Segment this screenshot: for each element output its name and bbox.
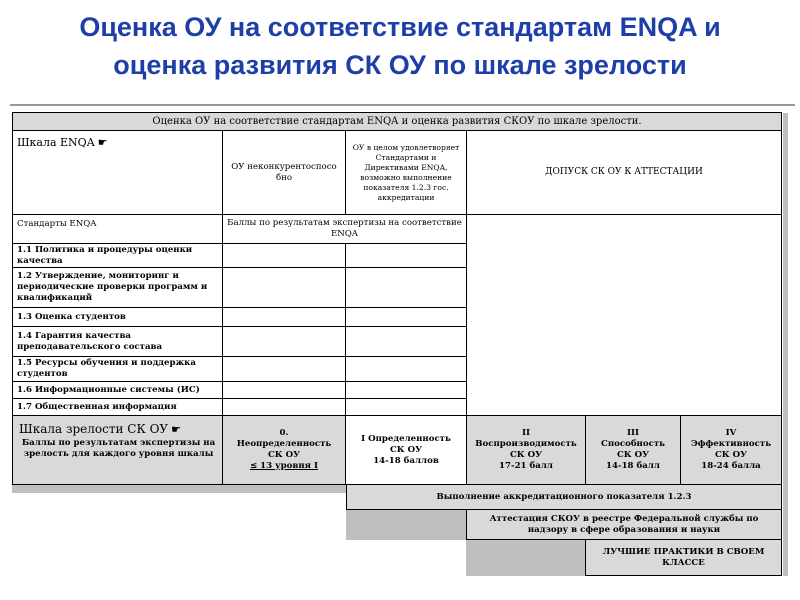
standard-row-1-6: 1.6 Информационные системы (ИС)	[12, 381, 223, 399]
step-shadow	[346, 510, 467, 540]
score-cell	[222, 267, 346, 308]
step-best-practices: ЛУЧШИЕ ПРАКТИКИ В СВОЕМ КЛАССЕ	[585, 539, 782, 576]
maturity-scale-label: Шкала зрелости СК ОУ ☛ Баллы по результатам экспертизы на зрелость для каждого уровня шкалы	[12, 415, 223, 485]
score-cell	[345, 326, 467, 357]
table-header: Оценка ОУ на соответствие стандартам ENQA и оценка развития СКОУ по шкале зрелости.	[12, 112, 782, 131]
admission-area	[466, 214, 782, 416]
standard-row-1-5: 1.5 Ресурсы обучения и поддержка студентов	[12, 356, 223, 382]
score-cell	[222, 243, 346, 268]
page-title-line-2: оценка развития СК ОУ по шкале зрелости	[113, 50, 687, 80]
maturity-level-1: I Определенность СК ОУ 14-18 баллов	[345, 415, 467, 485]
table-shadow-right	[783, 113, 788, 576]
col-ou-noncompetitive: ОУ неконкурентоспособно	[222, 130, 346, 215]
score-cell	[222, 326, 346, 357]
enqa-scale-label: Шкала ENQA ☛	[12, 130, 223, 215]
standard-row-1-3: 1.3 Оценка студентов	[12, 307, 223, 327]
score-cell	[222, 398, 346, 416]
maturity-level-0: 0. Неопределенность СК ОУ ≤ 13 уровня I	[222, 415, 346, 485]
score-cell	[222, 381, 346, 399]
score-cell	[345, 307, 467, 327]
pointing-hand-icon: ☛	[97, 136, 108, 149]
maturity-level-4: IV Эффективность СК ОУ 18-24 балла	[680, 415, 782, 485]
standard-row-1-7: 1.7 Общественная информация	[12, 398, 223, 416]
col-admission: ДОПУСК СК ОУ К АТТЕСТАЦИИ	[466, 130, 782, 215]
score-cell	[222, 307, 346, 327]
score-cell	[345, 398, 467, 416]
score-cell	[345, 243, 467, 268]
score-cell	[345, 356, 467, 382]
score-cell	[222, 356, 346, 382]
score-cell	[345, 267, 467, 308]
col-ou-compliant: ОУ в целом удовлетворяет Стандартами и Директивами ENQA, возможно выполнение показателя 1.2.3 гос. аккредитации	[345, 130, 467, 215]
maturity-level-2: II Воспроизводимость СК ОУ 17-21 балл	[466, 415, 586, 485]
standard-row-1-2: 1.2 Утверждение, мониторинг и периодические проверки программ и квалификаций	[12, 267, 223, 308]
pointing-hand-icon: ☛	[171, 423, 181, 436]
step-accreditation: Выполнение аккредитационного показателя 1.2.3	[346, 484, 782, 510]
maturity-level-3: III Способность СК ОУ 14-18 балл	[585, 415, 681, 485]
step-shadow	[466, 540, 586, 576]
scores-label: Баллы по результатам экспертизы на соответствие ENQA	[222, 214, 467, 244]
score-cell	[345, 381, 467, 399]
standards-label: Стандарты ENQA	[12, 214, 223, 244]
page-title-line-1: Оценка ОУ на соответствие стандартам ENQA и	[79, 12, 721, 42]
standard-row-1-1: 1.1 Политика и процедуры оценки качества	[12, 243, 223, 268]
step-attestation: Аттестация СКОУ в реестре Федеральной службы по надзору в сфере образования и науки	[466, 509, 782, 540]
step-shadow	[12, 485, 347, 493]
standard-row-1-4: 1.4 Гарантия качества преподавательского состава	[12, 326, 223, 357]
